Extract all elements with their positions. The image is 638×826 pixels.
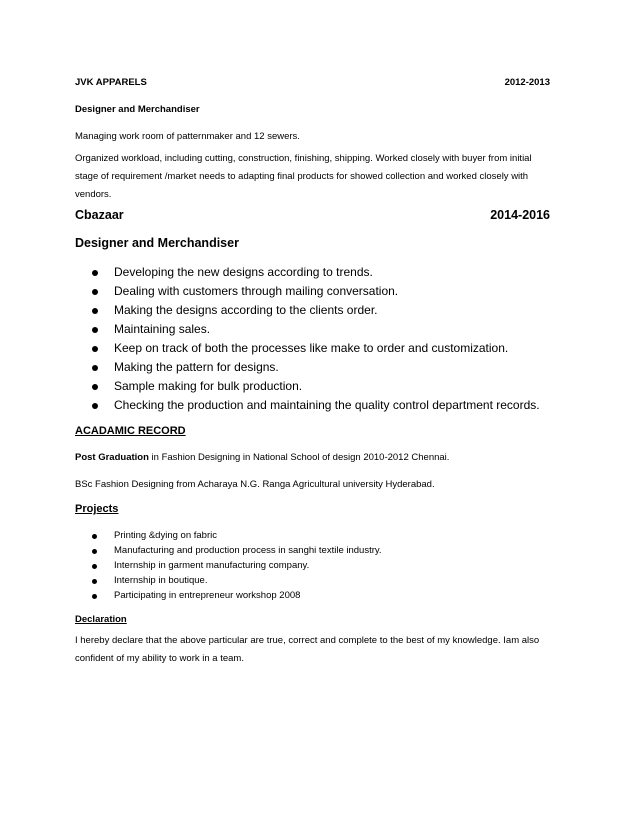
bullet-icon (92, 289, 98, 295)
projects-heading: Projects (75, 503, 119, 515)
declaration-text: I hereby declare that the above particular are true, correct and complete to the best of my knowledge. Iam also confident of my ability to work in a team. (75, 635, 540, 664)
job2-header (75, 208, 550, 222)
declaration-heading: Declaration (75, 614, 127, 625)
bullet-icon (92, 327, 98, 333)
bullet-icon (92, 384, 98, 390)
job1-title: Designer and Merchandiser (75, 104, 200, 115)
bullet-icon (92, 549, 97, 554)
job2-years: 2014-2016 (490, 208, 550, 222)
bullet-icon (92, 564, 97, 569)
job1-header (75, 77, 550, 88)
job1-years: 2012-2013 (504, 77, 550, 88)
academic-pg-line (75, 452, 449, 463)
job1-desc-line1: Managing work room of patternmaker and 12 sewers. (75, 131, 300, 142)
academic-bsc-line: BSc Fashion Designing from Acharaya N.G. Ranga Agricultural university Hyderabad. (75, 479, 435, 490)
academic-pg-text: in Fashion Designing in National School of design 2010-2012 Chennai. (151, 452, 450, 463)
academic-pg-label: Post Graduation (75, 452, 149, 463)
bullet-icon (92, 270, 98, 276)
academic-heading: ACADAMIC RECORD (75, 425, 186, 437)
job1-company: JVK APPARELS (75, 77, 147, 88)
bullet-icon (92, 594, 97, 599)
bullet-icon (92, 346, 98, 352)
bullet-icon (92, 365, 98, 371)
bullet-icon (92, 308, 98, 314)
bullet-icon (92, 403, 98, 409)
job1-desc-paragraph: Organized workload, including cutting, construction, finishing, shipping. Worked closely with buyer from initial stage of requirement /market needs to adapting final products for showed collection and worked closely with vendors. (75, 153, 532, 200)
bullet-icon (92, 534, 97, 539)
resume-page: JVK APPARELS 2012-2013 Designer and Merchandiser Managing work room of patternmaker and 12 sewers. Organized workload, including cutting, construction, finishing, shipping. Worked closely with buyer from initial stage of requirement /market needs to adapting final products for showed collection and worked closely with vendors. Cbazaar 2014-2016 Designer and Merchandiser Developing the new designs according to trends. Dealing with customers through mailing conversation. Making the designs according to the clients order. Maintaining sales. Keep on track of both the processes like make to order and customization. Making the pattern for designs. Sample making for bulk production. Checking the production and maintaining the quality control department records. ACADAMIC RECORD Post Graduation in Fashion Designing in National School of design 2010-2012 Chennai. BSc Fashion Designing from Acharaya N.G. Ranga Agricultural university Hyderabad. Projects Printing &dying on fabric Manufacturing and production process in sanghi textile industry. Internship in garment manufacturing company. Internship in boutique. Participating in entrepreneur workshop 2008 Declaration I hereby declare that the above particular are true, correct and complete to the best of my knowledge. Iam also confident of my ability to work in a team. (0, 0, 638, 826)
job2-title: Designer and Merchandiser (75, 236, 239, 250)
bullet-icon (92, 579, 97, 584)
job2-company: Cbazaar (75, 208, 124, 222)
